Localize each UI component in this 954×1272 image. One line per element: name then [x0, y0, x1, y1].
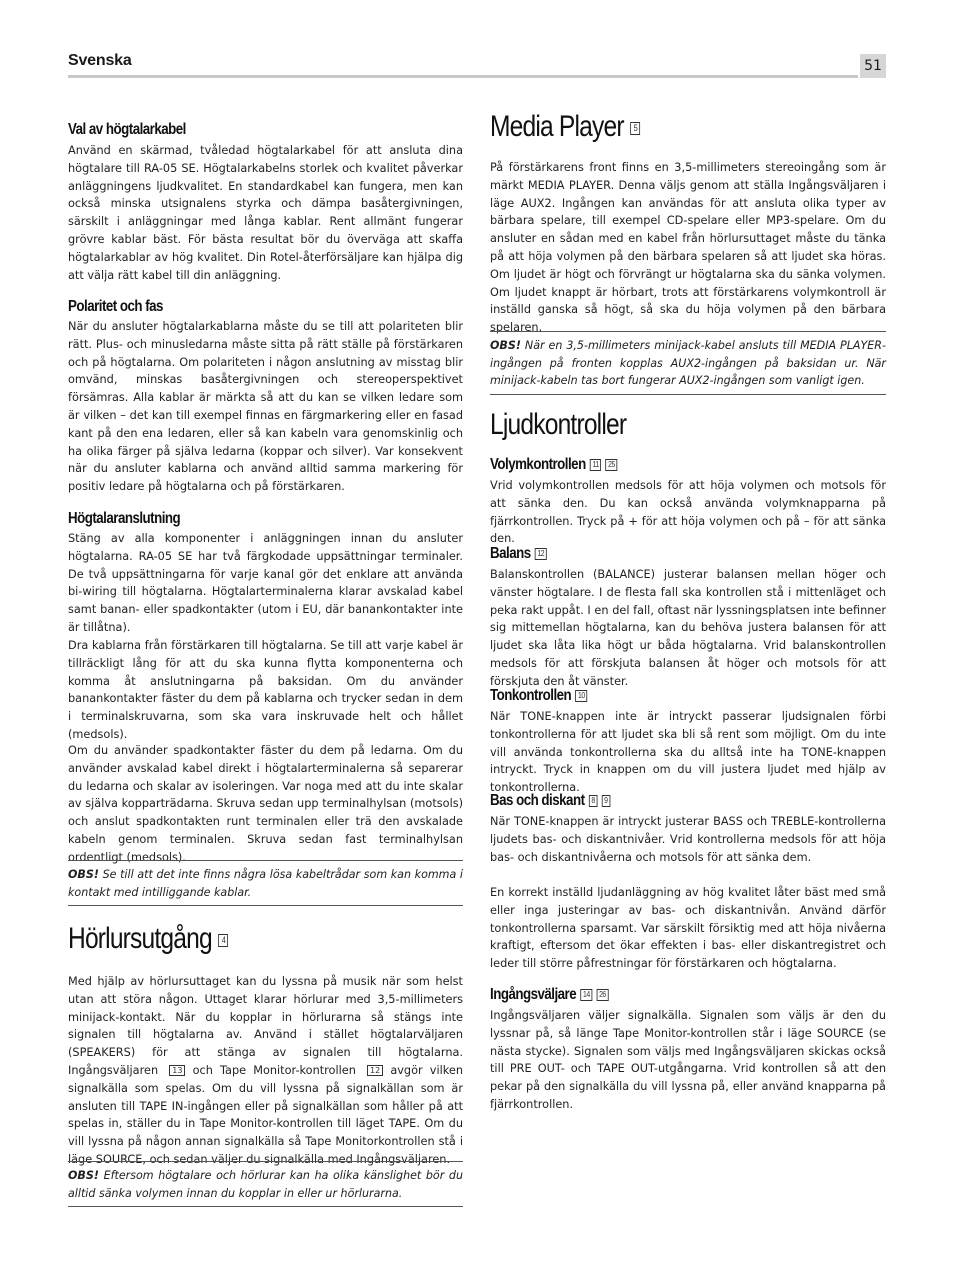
- heading-polarity: Polaritet och fas: [68, 298, 163, 315]
- heading-tone-text: Tonkontrollen: [490, 687, 572, 704]
- note-loose-wires: [68, 860, 463, 906]
- text-bass-treble-2: En korrekt inställd ljudanläggning av hög kvalitet låter bäst med små eller inga justeringar av bas- och diskantnivån. Använd därför tonkontrollerna sparsamt. Var särskilt försiktig med att höja nivåerna kraftigt, eftersom det ökar effekten i bas- eller diskantregistret och leder till större påfrestningar för förstärkaren och högtalarna.: [490, 886, 886, 971]
- ref-box-icon: 5: [630, 122, 640, 135]
- ref-box-icon: 11: [590, 459, 601, 471]
- ref-box-icon: 14: [580, 989, 592, 1001]
- text-speaker-connection-1: Stäng av alla komponenter i anläggningen innan du ansluter högtalarna. RA-05 SE har två färgkodade uppsättningar terminaler. De två uppsättningarna för varje kanal gör det enklare att använda bi-wiring till högtalarna. Högtalarterminalerna klarar avskalad kabel samt banan- eller spadkontakter (utom i EU, där banankontakter inte är tillåtna).: [68, 532, 463, 634]
- text-speaker-connection-3: Om du använder spadkontakter fäster du dem på ledarna. Om du använder avskalad kabel direkt i högtalarterminalerna så separerar du ledarna och skalar av isoleringen. Var noga med att du inte skalar av själva kopparträdarna. Skruva sedan upp terminalhylsan (motsols) och anslut spadkontakten runt terminalen eller trä den avskalade kabeln genom terminalen. Skruva sedan fast terminalhylsan ordentligt (medsols).: [68, 744, 463, 864]
- heading-balance-text: Balans: [490, 545, 531, 562]
- heading-volume-text: Volymkontrollen: [490, 456, 586, 473]
- heading-tone-control: [490, 687, 587, 705]
- text-headphone-a: Med hjälp av hörlursuttaget kan du lyssna på musik när som helst utan att störa någon. Uttaget klarar hörlurar med 3,5-millimeters minijack-kontakt. När du kopplar in hörlurarna så stängs inte signalen till högtalarna av. Använd i stället högtalarväljaren (SPEAKERS) för att stänga av signalen till högtalarna. Ingångsväljaren: [68, 975, 463, 1077]
- text-headphone-output: [68, 973, 463, 1169]
- header-rule: [68, 75, 858, 78]
- ref-box-icon: 26: [597, 989, 609, 1001]
- text-headphone-c: avgör vilken signalkälla som spelas. Om du vill lyssna på signalkällan som är ansluten till TAPE IN-ingången eller på signalkällan som håller på att spelas in, ställer du in Tape Monitor-kontrollen till läget TAPE. Om du vill lyssna på någon annan signalkälla så Tape Monitorkontrollen stå i läge SOURCE, och sedan väljer du signalkälla med Ingångsväljaren.: [68, 1063, 464, 1166]
- heading-headphone-text: Hörlursutgång: [68, 922, 212, 955]
- text-speaker-cable: Använd en skärmad, tvåledad högtalarkabel för att ansluta dina högtalare till RA-05 SE. Högtalarkabelns storlek och kvalitet påverkar anläggningens ljudkvalitet. En standardkabel kan fungera, men kan också minska utsignalens styrka och dämpa basåtergivningen, särskilt i anläggningar med långa kablar. Rent allmänt fungerar grövre kablar bäst. För bästa resultat bör du överväga att skaffa högtalarkablar av hög kvalitet. Din Rotel-återförsäljare kan hjälpa dig att välja rätt kabel till din anläggning.: [68, 144, 463, 282]
- text-headphone-b: och Tape Monitor-kontrollen: [192, 1063, 356, 1077]
- heading-speaker-cable: Val av högtalarkabel: [68, 121, 186, 138]
- note-label: OBS!: [68, 868, 99, 881]
- heading-media-player: [490, 110, 640, 144]
- heading-sound-controls: Ljudkontroller: [490, 408, 627, 441]
- heading-bass-treble: [490, 792, 610, 810]
- heading-volume: [490, 456, 617, 474]
- note-label: OBS!: [68, 1169, 99, 1182]
- note-minijack: [490, 331, 886, 395]
- text-volume: Vrid volymkontrollen medsols för att höja volymen och motsols för att sänka den. Du kan också använda volymknapparna på fjärrkontrollen. Tryck på + för att höja volymen och på – för att sänka den.: [490, 479, 886, 546]
- language-label: Svenska: [68, 52, 132, 69]
- heading-headphone-output: [68, 922, 228, 956]
- text-balance: Balanskontrollen (BALANCE) justerar balansen mellan höger och vänster högtalare. I de flesta fall ska kontrollen stå i mittenläget och peka rakt uppåt. I en del fall, oftast när lyssningsplatsen inte befinner sig mittemellan högtalarna, kan du behöva justera balansen för att ljudet ska låta lika högt ur båda högtalarna. Vrid balanskontrollen medsols för att förskjuta balansen åt höger och motsols för att förskjuta den åt vänster.: [490, 568, 886, 688]
- heading-media-player-text: Media Player: [490, 110, 624, 143]
- text-media-player: På förstärkarens front finns en 3,5-millimeters stereoingång som är märkt MEDIA PLAYER. Denna väljs genom att ställa Ingångsväljaren i läge AUX2. Ingången kan användas för att ansluta olika typer av bärbara spelare, till exempel CD-spelare eller MP3-spelare. Om du ansluter en sådan med en kabel från hörlursuttaget måste du tänka på att höja volymen på den bärbara spelaren så att ljudet ska höras. Om ljudet är högt och förvrängt ur högtalarna ska du sänka volymen. Om ljudet knappt är hörbart, trots att förstärkarens volymkontroll är inställd ganska så högt, så ska du höja volymen på den bärbara spelaren.: [490, 161, 886, 335]
- note-text: När en 3,5-millimeters minijack-kabel ansluts till MEDIA PLAYER-ingången på fronten kopplas AUX2-ingången på baksidan ur. När minijack-kabeln tas bort fungerar AUX2-ingången som vanligt igen.: [490, 339, 886, 387]
- heading-input-selector: [490, 986, 608, 1004]
- heading-speaker-connection: Högtalaranslutning: [68, 510, 181, 527]
- note-text: Eftersom högtalare och hörlurar kan ha olika känslighet bör du alltid sänka volymen innan du kopplar in eller ur hörlurarna.: [68, 1169, 463, 1200]
- ref-box-icon: 25: [606, 459, 618, 471]
- note-headphone-volume: [68, 1161, 463, 1207]
- text-bass-treble-1: När TONE-knappen är intryckt justerar BASS och TREBLE-kontrollerna ljudets bas- och diskantnivåer. Vrid kontrollerna medsols för att höja bas- och diskantnivåerna och motsols för att sänka dem.: [490, 815, 886, 864]
- text-speaker-connection-2: Dra kablarna från förstärkaren till högtalarna. Se till att varje kabel är tillräckligt lång för att du ska kunna flytta komponenterna och komma åt anslutningarna på baksidan. Om du använder banankontakter fäster du dem på kablarna och trycker sedan in dem i terminalskruvarna, som ska vara inskruvade helt och hållet (medsols).: [68, 639, 463, 741]
- text-input-selector: Ingångsväljaren väljer signalkälla. Signalen som väljs är den du lyssnar på, så länge Tape Monitor-kontrollen står i läge SOURCE (se nästa stycke). Signalen som väljs med Ingångsväljaren skickas också till PRE OUT- och TAPE OUT-utgångarna. Vrid kontrollen så att den pekar på den signalkälla du vill lyssna på, eller använd knapparna på fjärrkontrollen.: [490, 1009, 886, 1111]
- text-tone-control: När TONE-knappen inte är intryckt passerar ljudsignalen förbi tonkontrollerna för att ljudet ska bli så rent som möjligt. Om du inte vill använda tonkontrollerna ska du alltså inte ha TONE-knappen intryckt. Tryck in knappen om du vill justera ljudet med hjälp av tonkontrollerna.: [490, 710, 886, 795]
- heading-balance: [490, 545, 547, 563]
- text-polarity: När du ansluter högtalarkablarna måste du se till att polariteten blir rätt. Plus- och minusledarna måste sitta på rätt ställe på förstärkaren och på högtalarna. Om polariteten i någon anslutning av misstag blir omvänd, minskas basåtergivningen och stereoperspektivet försämras. Alla kablar är märkta så att du kan se vilken ledare som är vilken – det kan till exempel finnas en färgmarkering eller en fasad kant på den ena ledaren, eller så kan kabeln vara genomskinlig och ha olika färger på själva ledarna (koppar och silver). Var konsekvent när du ansluter kablarna och använd alltid samma markering för positiv ledare på högtalarna och på förstärkaren.: [68, 320, 463, 494]
- note-label: OBS!: [490, 339, 521, 352]
- ref-box-icon: 4: [218, 934, 228, 947]
- ref-box-icon: 9: [602, 795, 610, 807]
- heading-input-selector-text: Ingångsväljare: [490, 986, 577, 1003]
- ref-box-icon: 8: [589, 795, 597, 807]
- page-number: 51: [860, 54, 886, 78]
- note-text: Se till att det inte finns några lösa kabeltrådar som kan komma i kontakt med intilliggande kablar.: [68, 868, 463, 899]
- ref-box-icon: 13: [169, 1065, 185, 1076]
- ref-box-icon: 10: [575, 690, 587, 702]
- heading-bass-treble-text: Bas och diskant: [490, 792, 585, 809]
- page-header: [68, 50, 886, 78]
- ref-box-icon: 12: [367, 1065, 383, 1076]
- ref-box-icon: 12: [535, 548, 547, 560]
